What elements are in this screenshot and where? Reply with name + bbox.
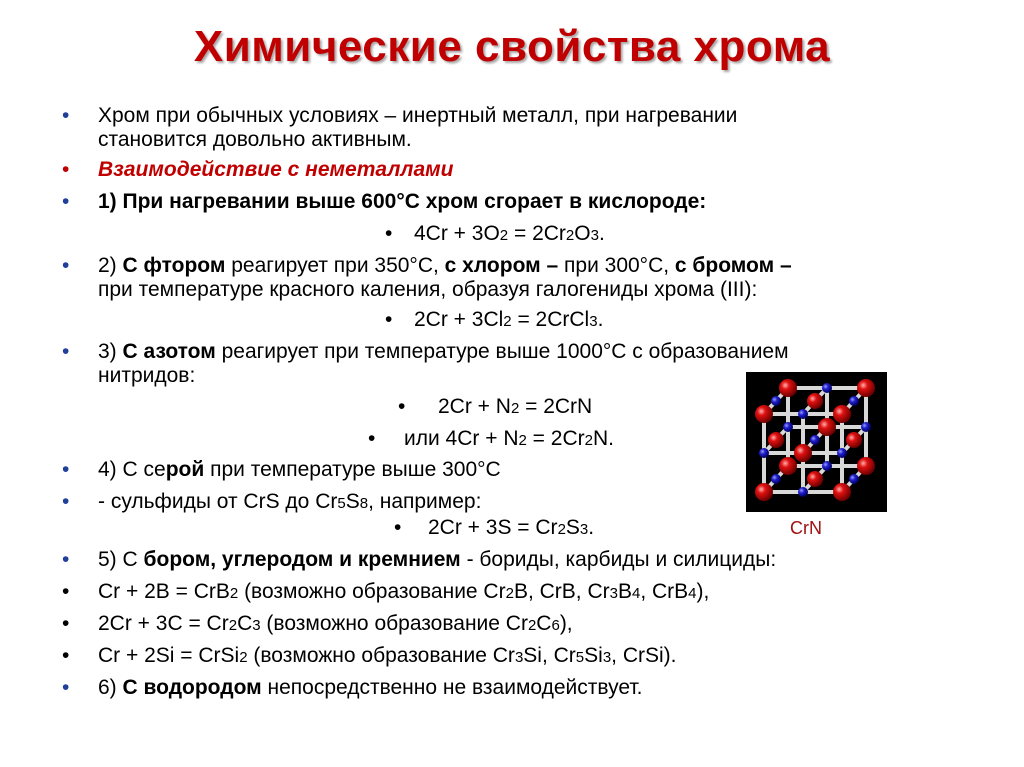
bullet-2: • [62, 158, 70, 181]
bullet-4: • [62, 254, 70, 277]
bullet-3: • [62, 190, 70, 213]
text-line-12: 6) С водородом непосредственно не взаимодействует. [98, 676, 643, 699]
text-line-8: 5) С бором, углеродом и кремнием - бориды, карбиды и силициды: [98, 548, 777, 571]
crystal-lattice-image [746, 372, 887, 512]
text-line-1a: Хром при обычных условиях – инертный металл, при нагревании [98, 104, 738, 127]
bullet-9: • [62, 580, 70, 603]
equation-3: 2Cr + N2 = 2CrN [438, 395, 593, 418]
bullet-12: • [62, 676, 70, 699]
image-caption: CrN [790, 518, 822, 538]
equation-1: 4Cr + 3O2 = 2Cr2O3. [414, 222, 605, 245]
crystal-lattice-svg [746, 372, 887, 512]
bullet-eq4: • [368, 427, 376, 450]
bullet-8: • [62, 548, 70, 571]
bullet-eq3: • [398, 395, 406, 418]
equation-4: или 4Cr + N2 = 2Cr2N. [404, 427, 614, 450]
bullet-7: • [62, 490, 70, 513]
text-line-11: Cr + 2Si = CrSi2 (возможно образование Cr3Si, Cr5Si3, CrSi). [98, 644, 677, 667]
bullet-eq1: • [385, 222, 393, 245]
text-line-1b: становится довольно активным. [98, 128, 412, 151]
bullet-1: • [62, 104, 70, 127]
bullet-6: • [62, 458, 70, 481]
text-line-7: - сульфиды от CrS до Cr5S8, например: [98, 490, 482, 513]
page-title: Химические свойства хрома [193, 22, 831, 71]
section-heading: Взаимодействие с неметаллами [98, 158, 454, 181]
text-line-9: Cr + 2B = CrB2 (возможно образование Cr2B, CrB, Cr3B4, CrB4), [98, 580, 710, 603]
bullet-11: • [62, 644, 70, 667]
equation-5: 2Cr + 3S = Cr2S3. [428, 516, 595, 539]
text-line-5b: нитридов: [98, 364, 196, 387]
text-line-4a: 2) С фтором реагирует при 350°С, с хлором – при 300°С, с бромом – [98, 254, 792, 277]
bullet-eq2: • [385, 308, 393, 331]
equation-2: 2Cr + 3Cl2 = 2CrCl3. [414, 308, 604, 331]
bullet-10: • [62, 612, 70, 635]
bullet-5: • [62, 340, 70, 363]
text-line-6: 4) С серой при температуре выше 300°С [98, 458, 501, 481]
text-line-10: 2Cr + 3C = Cr2C3 (возможно образование Cr2C6), [98, 612, 573, 635]
bullet-eq5: • [394, 516, 402, 539]
text-line-5a: 3) С азотом реагирует при температуре выше 1000°С с образованием [98, 340, 789, 363]
text-line-3: 1) При нагревании выше 600°С хром сгорает в кислороде: [98, 190, 707, 213]
text-line-4b: при температуре красного каления, образуя галогениды хрома (III): [98, 278, 758, 301]
